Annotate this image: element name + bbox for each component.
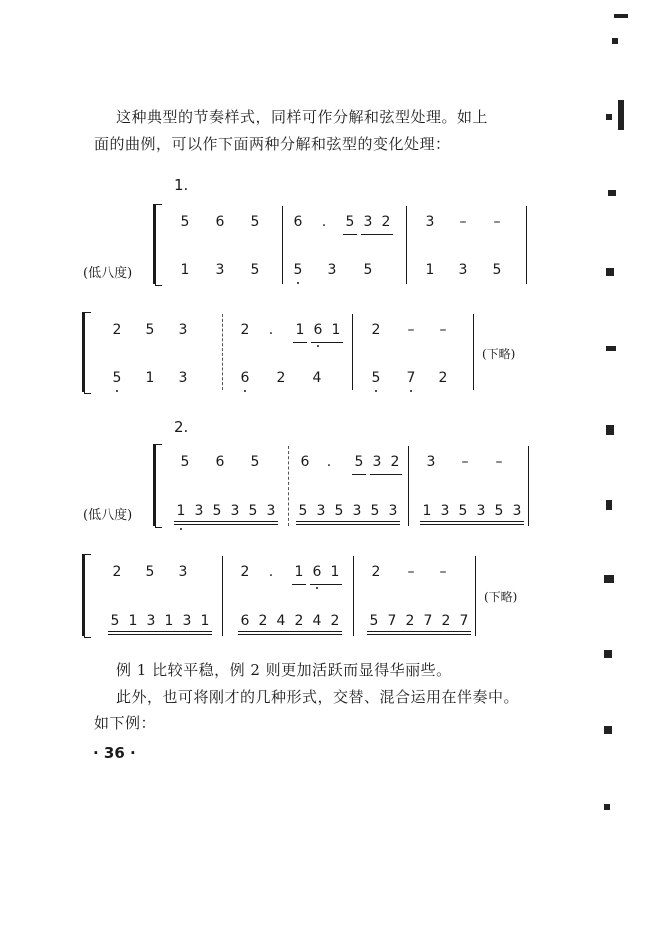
note: 6 [240, 370, 250, 386]
note: 7 [459, 613, 469, 629]
note: 6 [313, 322, 323, 338]
underline [296, 524, 400, 525]
note: 1 [180, 262, 190, 278]
note: 2 [330, 613, 340, 629]
note: 2 [240, 322, 250, 338]
note: 6 [293, 214, 303, 230]
dot-note: . [268, 322, 274, 338]
note: 3 [327, 262, 337, 278]
note: 2 [390, 454, 400, 470]
note: 5 [354, 454, 364, 470]
scan-mark [618, 100, 624, 130]
note: 3 [194, 503, 204, 519]
underline [370, 474, 402, 475]
note: 1 [200, 613, 210, 629]
low-octave-dot [410, 390, 412, 392]
note: 7 [406, 370, 416, 386]
note: 3 [230, 503, 240, 519]
scan-mark [604, 726, 612, 734]
system-bracket [84, 554, 91, 638]
note: 5 [145, 322, 155, 338]
note: 1 [164, 613, 174, 629]
bar-line [526, 206, 527, 284]
underline [367, 631, 471, 632]
note: 5 [334, 503, 344, 519]
note: 5 [293, 262, 303, 278]
bar-line [528, 446, 529, 526]
paragraph-2: 例 1 比较平稳，例 2 则更加活跃而显得华丽些。 [116, 661, 452, 679]
underline [292, 584, 306, 585]
note: 3 [146, 613, 156, 629]
note: 3 [215, 262, 225, 278]
scan-mark [608, 190, 616, 196]
underline [293, 342, 307, 343]
underline [343, 234, 357, 235]
paragraph-3-line-1: 此外，也可将刚才的几种形式，交替、混合运用在伴奏中。 [116, 688, 520, 706]
dash: – [439, 564, 447, 580]
note: 4 [312, 370, 322, 386]
note: 1 [145, 370, 155, 386]
note: 2 [112, 322, 122, 338]
bar-line [353, 556, 354, 636]
note: 4 [276, 613, 286, 629]
underline [420, 524, 524, 525]
dot-note: . [268, 564, 274, 580]
note: 3 [352, 503, 362, 519]
note: 3 [458, 262, 468, 278]
bar-line [222, 556, 223, 636]
note: 4 [312, 613, 322, 629]
note: 3 [426, 454, 436, 470]
underline [108, 634, 212, 635]
example-1-label: 1. [174, 176, 189, 194]
note: 3 [178, 370, 188, 386]
note: 3 [316, 503, 326, 519]
note: 5 [250, 214, 260, 230]
underline [352, 474, 366, 475]
note: 5 [298, 503, 308, 519]
note: 5 [250, 262, 260, 278]
underline [420, 521, 524, 522]
scan-mark [604, 650, 612, 658]
example-2-omit-note: (下略) [484, 590, 518, 604]
bar-line [408, 446, 409, 526]
scan-mark [604, 575, 614, 583]
note: 2 [258, 613, 268, 629]
note: 1 [128, 613, 138, 629]
low-octave-dot [317, 345, 319, 347]
underline [311, 342, 343, 343]
note: 3 [440, 503, 450, 519]
dash: – [439, 322, 447, 338]
low-octave-dot [316, 587, 318, 589]
note: 5 [371, 370, 381, 386]
underline [174, 521, 278, 522]
note: 2 [112, 564, 122, 580]
dash: – [495, 454, 503, 470]
underline [238, 634, 342, 635]
low-octave-dot [116, 390, 118, 392]
note: 5 [250, 454, 260, 470]
scan-mark [606, 114, 612, 120]
scan-mark [606, 346, 616, 351]
note: 5 [110, 613, 120, 629]
note: 5 [370, 503, 380, 519]
note: 5 [494, 503, 504, 519]
note: 3 [512, 503, 522, 519]
scan-mark [604, 804, 610, 810]
note: 1 [331, 322, 341, 338]
note: 1 [294, 564, 304, 580]
underline [296, 521, 400, 522]
system-bracket [155, 204, 162, 286]
low-octave-dot [375, 390, 377, 392]
note: 5 [363, 262, 373, 278]
bar-line [288, 446, 289, 526]
note: 5 [180, 454, 190, 470]
example-1-octave-note: (低八度) [83, 266, 133, 281]
note: 5 [458, 503, 468, 519]
note: 5 [180, 214, 190, 230]
note: 2 [381, 214, 391, 230]
scan-mark [606, 500, 612, 510]
page-number: · 36 · [93, 744, 136, 762]
dot-note: . [321, 214, 327, 230]
note: 2 [371, 322, 381, 338]
scan-mark [612, 38, 618, 44]
note: 5 [248, 503, 258, 519]
note: 3 [178, 322, 188, 338]
note: 3 [476, 503, 486, 519]
note: 2 [294, 613, 304, 629]
note: 7 [387, 613, 397, 629]
paragraph-1-line-2: 面的曲例，可以作下面两种分解和弦型的变化处理： [94, 135, 451, 153]
underline [174, 524, 278, 525]
dash: – [459, 214, 467, 230]
paragraph-1-line-1: 这种典型的节奏样式，同样可作分解和弦型处理。如上 [116, 108, 489, 126]
note: 3 [266, 503, 276, 519]
note: 2 [441, 613, 451, 629]
note: 1 [295, 322, 305, 338]
note: 5 [112, 370, 122, 386]
note: 3 [178, 564, 188, 580]
note: 1 [330, 564, 340, 580]
note: 3 [372, 454, 382, 470]
note: 3 [388, 503, 398, 519]
example-2-label: 2. [174, 418, 189, 436]
example-1-omit-note: (下略) [482, 347, 516, 361]
note: 2 [405, 613, 415, 629]
note: 2 [438, 370, 448, 386]
bar-line [406, 206, 407, 284]
note: 1 [422, 503, 432, 519]
underline [361, 234, 393, 235]
note: 6 [215, 454, 225, 470]
note: 2 [240, 564, 250, 580]
note: 6 [300, 454, 310, 470]
bar-line [352, 314, 353, 390]
note: 5 [345, 214, 355, 230]
low-octave-dot [297, 282, 299, 284]
system-bracket [84, 312, 91, 394]
bar-line [473, 314, 474, 390]
dot-note: . [326, 454, 332, 470]
underline [310, 584, 342, 585]
scan-mark [606, 425, 614, 435]
note: 3 [363, 214, 373, 230]
dash: – [407, 322, 415, 338]
bar-line [222, 314, 223, 390]
underline [367, 634, 471, 635]
example-2-octave-note: (低八度) [83, 508, 133, 523]
underline [108, 631, 212, 632]
dash: – [461, 454, 469, 470]
dash: – [407, 564, 415, 580]
paragraph-3-line-2: 如下例： [94, 714, 157, 732]
bar-line [282, 206, 283, 284]
note: 3 [425, 214, 435, 230]
scan-mark [606, 268, 614, 276]
scan-mark [614, 14, 628, 18]
note: 5 [212, 503, 222, 519]
note: 2 [371, 564, 381, 580]
dash: – [493, 214, 501, 230]
note: 2 [276, 370, 286, 386]
note: 5 [369, 613, 379, 629]
note: 3 [182, 613, 192, 629]
underline [238, 631, 342, 632]
note: 1 [425, 262, 435, 278]
note: 6 [240, 613, 250, 629]
low-octave-dot [180, 528, 182, 530]
system-bracket [155, 444, 162, 528]
note: 6 [312, 564, 322, 580]
note: 7 [423, 613, 433, 629]
note: 1 [176, 503, 186, 519]
note: 5 [145, 564, 155, 580]
bar-line [475, 556, 476, 636]
low-octave-dot [244, 390, 246, 392]
note: 5 [492, 262, 502, 278]
note: 6 [215, 214, 225, 230]
